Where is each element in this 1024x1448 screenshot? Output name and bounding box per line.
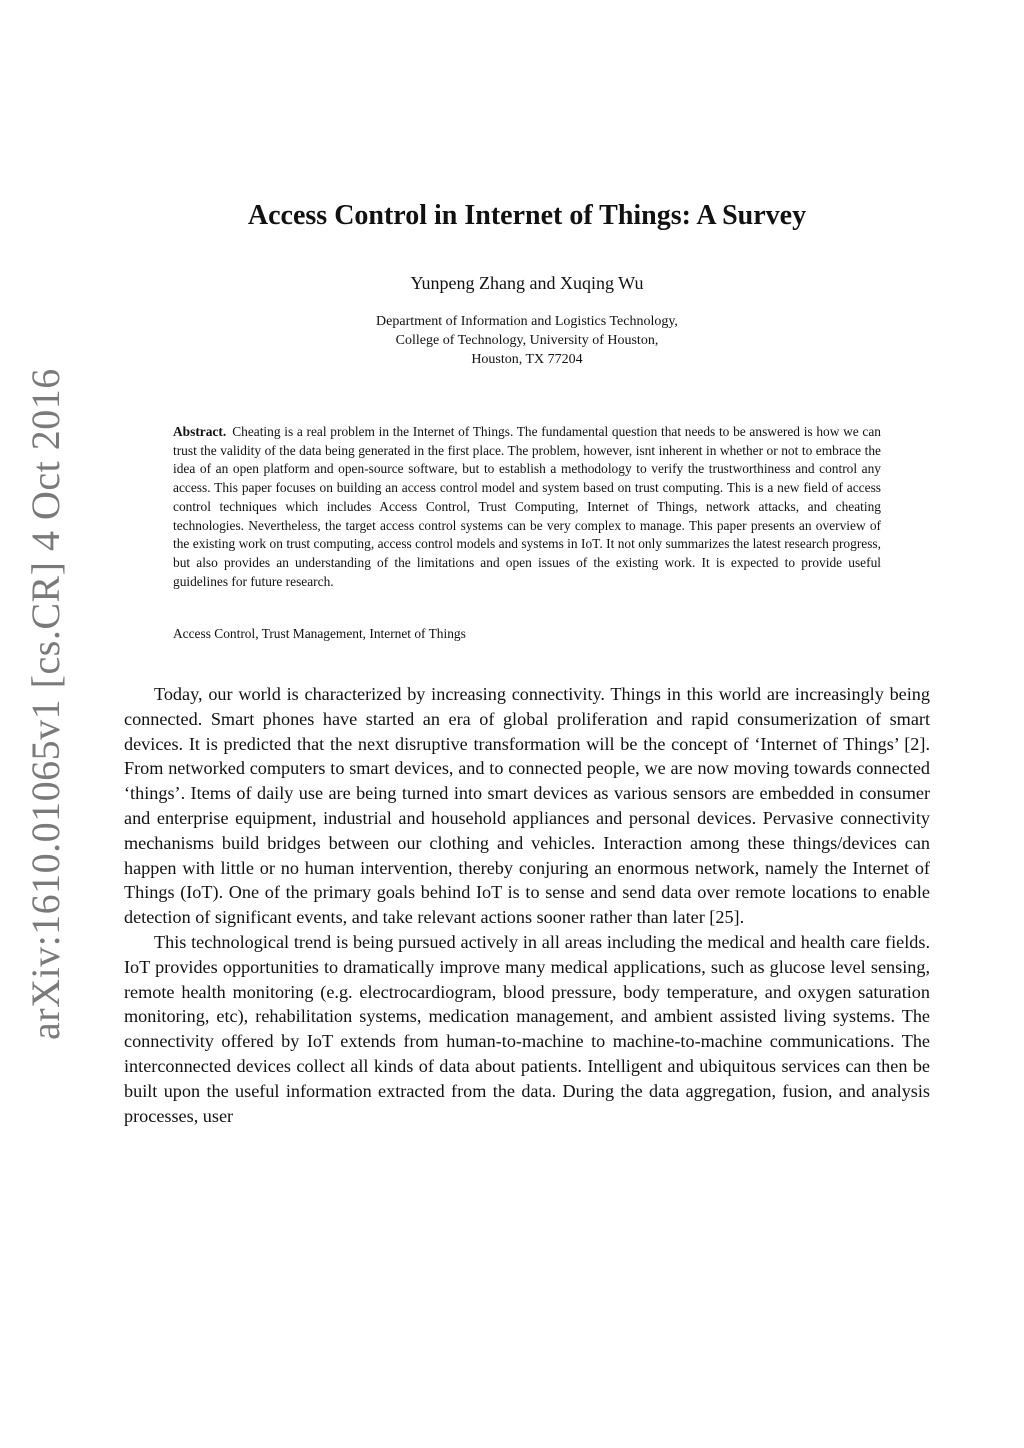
arxiv-identifier-stamp: arXiv:1610.01065v1 [cs.CR] 4 Oct 2016	[23, 368, 68, 1040]
affiliation-line-department: Department of Information and Logistics Technology,	[376, 314, 678, 329]
paper-authors: Yunpeng Zhang and Xuqing Wu	[410, 273, 644, 293]
body-text	[124, 682, 930, 1128]
abstract	[173, 423, 881, 591]
abstract-label: Abstract.	[173, 424, 227, 439]
body-paragraph-1: Today, our world is characterized by increasing connectivity. Things in this world are increasingly being connected. Smart phones have started an era of global proliferation and rapid consumerization of smart devices. It is predicted that the next disruptive transformation will be the concept of ‘Internet of Things’ [2]. From networked computers to smart devices, and to connected people, we are now moving towards connected ‘things’. Items of daily use are being turned into smart devices as various sensors are embedded in consumer and enterprise equipment, industrial and household appliances and personal devices. Pervasive connectivity mechanisms build bridges between our clothing and vehicles. Interaction among these things/devices can happen with little or no human intervention, thereby conjuring an enormous network, namely the Internet of Things (IoT). One of the primary goals behind IoT is to sense and send data over remote locations to enable detection of significant events, and take relevant actions sooner rather than later [25].	[124, 684, 930, 928]
author-affiliation	[0, 312, 1024, 369]
keywords: Access Control, Trust Management, Internet of Things	[173, 626, 466, 641]
abstract-text: Cheating is a real problem in the Internet of Things. The fundamental question that needs to be answered is how we can trust the validity of the data being generated in the first place. The problem, however, isnt inherent in whether or not to embrace the idea of an open platform and open-source software, but to establish a methodology to verify the trustworthiness and control any access. This paper focuses on building an access control model and system based on trust computing. This is a new field of access control techniques which includes Access Control, Trust Computing, Internet of Things, network attacks, and cheating technologies. Nevertheless, the target access control systems can be very complex to manage. This paper presents an overview of the existing work on trust computing, access control models and systems in IoT. It not only summarizes the latest research progress, but also provides an understanding of the limitations and open issues of the existing work. It is expected to provide useful guidelines for future research.	[173, 424, 881, 589]
body-paragraph-2: This technological trend is being pursued actively in all areas including the medical and health care fields. IoT provides opportunities to dramatically improve many medical applications, such as glucose level sensing, remote health monitoring (e.g. electrocardiogram, blood pressure, body temperature, and oxygen saturation monitoring, etc), rehabilitation systems, medication management, and ambient assisted living systems. The connectivity offered by IoT extends from human-to-machine to machine-to-machine communications. The interconnected devices collect all kinds of data about patients. Intelligent and ubiquitous services can then be built upon the useful information extracted from the data. During the data aggregation, fusion, and analysis processes, user	[124, 931, 930, 1126]
affiliation-line-college: College of Technology, University of Houston,	[395, 333, 659, 348]
affiliation-line-address: Houston, TX 77204	[471, 352, 583, 367]
paper-title: Access Control in Internet of Things: A Survey	[247, 200, 807, 231]
